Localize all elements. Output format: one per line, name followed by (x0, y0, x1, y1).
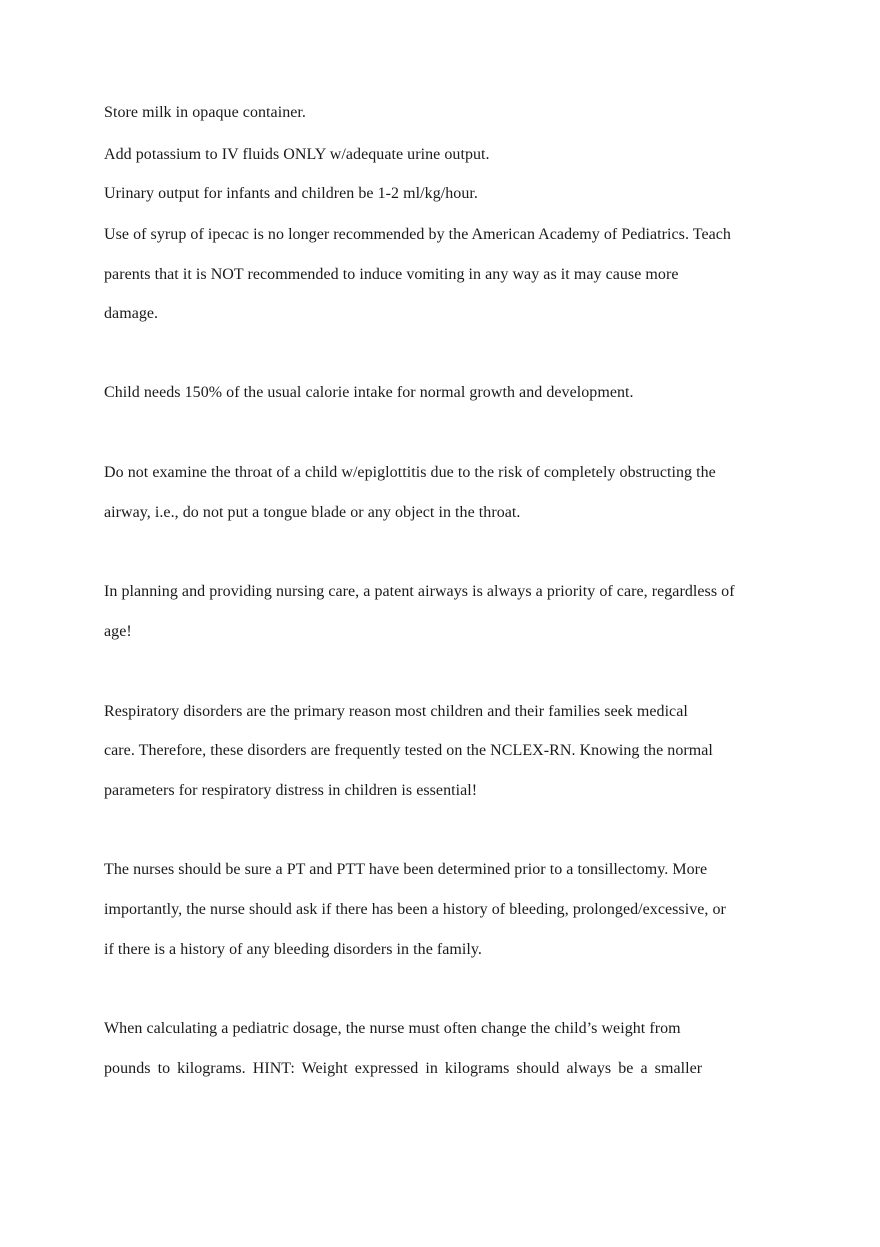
text-line-dosage-2: pounds to kilograms. HINT: Weight expressed in kilograms should always be a smaller (104, 1060, 703, 1077)
text-line-calorie: Child needs 150% of the usual calorie intake for normal growth and development. (104, 384, 634, 401)
text-line-epiglottitis-2: airway, i.e., do not put a tongue blade or any object in the throat. (104, 504, 521, 521)
text-line-epiglottitis-1: Do not examine the throat of a child w/epiglottitis due to the risk of completely obstructing the (104, 464, 716, 481)
text-line-dosage-1: When calculating a pediatric dosage, the nurse must often change the child’s weight from (104, 1020, 681, 1037)
text-line-potassium: Add potassium to IV fluids ONLY w/adequate urine output. (104, 146, 490, 163)
text-line-tonsillectomy-3: if there is a history of any bleeding disorders in the family. (104, 941, 482, 958)
text-line-urinary-output: Urinary output for infants and children be 1-2 ml/kg/hour. (104, 185, 478, 202)
text-line-respiratory-3: parameters for respiratory distress in children is essential! (104, 782, 478, 799)
text-line-tonsillectomy-1: The nurses should be sure a PT and PTT have been determined prior to a tonsillectomy. More (104, 861, 708, 878)
text-line-ipecac-3: damage. (104, 305, 159, 322)
text-line-respiratory-2: care. Therefore, these disorders are frequently tested on the NCLEX-RN. Knowing the normal (104, 742, 713, 759)
text-line-storage: Store milk in opaque container. (104, 104, 306, 121)
text-line-respiratory-1: Respiratory disorders are the primary reason most children and their families seek medical (104, 703, 688, 720)
text-line-tonsillectomy-2: importantly, the nurse should ask if there has been a history of bleeding, prolonged/excessive, or (104, 901, 726, 918)
text-line-ipecac-2: parents that it is NOT recommended to induce vomiting in any way as it may cause more (104, 266, 679, 283)
text-line-airway-1: In planning and providing nursing care, a patent airways is always a priority of care, regardless of (104, 583, 735, 600)
text-line-airway-2: age! (104, 623, 132, 640)
text-line-ipecac-1: Use of syrup of ipecac is no longer recommended by the American Academy of Pediatrics. Teach (104, 226, 731, 243)
